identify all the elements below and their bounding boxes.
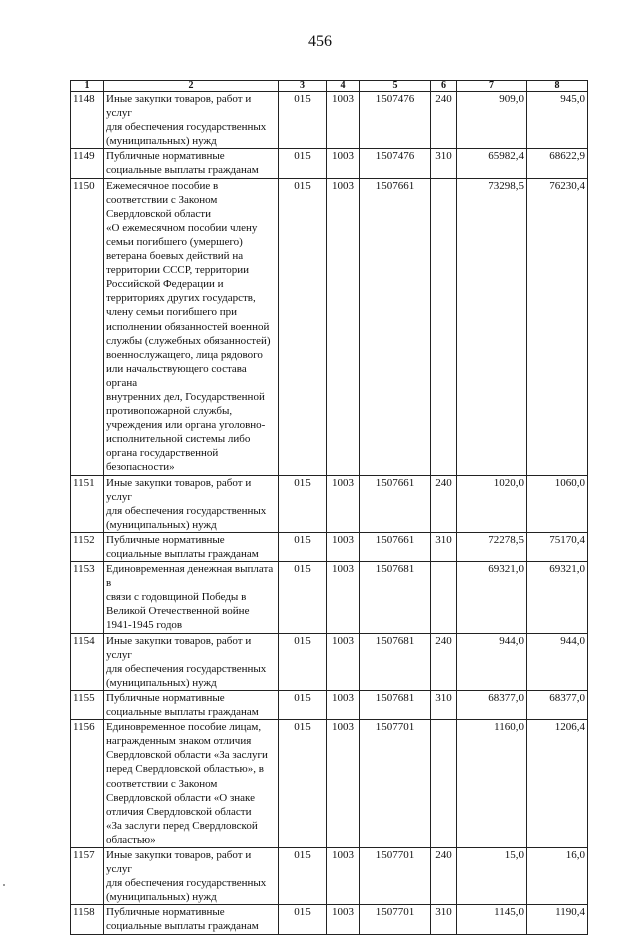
table-row xyxy=(71,905,588,934)
row-amount-7: 909,0 xyxy=(457,92,527,149)
scan-speck xyxy=(3,884,5,886)
row-amount-8: 944,0 xyxy=(527,633,588,690)
row-number: 1158 xyxy=(71,905,104,934)
header-cell: 6 xyxy=(431,81,457,92)
row-code-4: 1003 xyxy=(327,690,360,719)
header-cell: 2 xyxy=(104,81,279,92)
row-name: Публичные нормативные социальные выплаты гражданам xyxy=(104,149,279,178)
header-row xyxy=(71,81,588,92)
budget-table xyxy=(70,80,588,935)
row-code-4: 1003 xyxy=(327,905,360,934)
row-name: Единовременное пособие лицам, награжденным знаком отличия Свердловской области «За заслуги перед Свердловской областью», в соответствии с Законом Свердловской области «О знаке отличия Свердловской области «За заслуги перед Свердловской областью» xyxy=(104,720,279,848)
row-code-3: 015 xyxy=(279,720,327,848)
row-amount-7: 69321,0 xyxy=(457,562,527,633)
row-code-4: 1003 xyxy=(327,532,360,561)
row-number: 1152 xyxy=(71,532,104,561)
row-code-3: 015 xyxy=(279,690,327,719)
header-cell: 8 xyxy=(527,81,588,92)
row-code-4: 1003 xyxy=(327,562,360,633)
row-amount-7: 1020,0 xyxy=(457,475,527,532)
row-amount-7: 944,0 xyxy=(457,633,527,690)
row-code-6: 310 xyxy=(431,532,457,561)
row-name: Ежемесячное пособие в соответствии с Законом Свердловской области «О ежемесячном пособии члену семьи погибшего (умершего) ветерана боевых действий на территории СССР, территории Российской Федерации и территориях других государств, члену семьи погибшего при исполнении обязанностей военной службы (служебных обязанностей) военнослужащего, лица рядового или начальствующего состава органа внутренних дел, Государственной противопожарной службы, учреждения или органа уголовно- исполнительной системы либо органа государственной безопасности» xyxy=(104,178,279,475)
row-code-4: 1003 xyxy=(327,475,360,532)
row-amount-7: 73298,5 xyxy=(457,178,527,475)
row-amount-7: 72278,5 xyxy=(457,532,527,561)
row-number: 1157 xyxy=(71,847,104,904)
row-code-6 xyxy=(431,178,457,475)
row-amount-8: 68622,9 xyxy=(527,149,588,178)
row-amount-7: 65982,4 xyxy=(457,149,527,178)
header-cell: 4 xyxy=(327,81,360,92)
row-code-5: 1507681 xyxy=(360,633,431,690)
row-code-3: 015 xyxy=(279,847,327,904)
row-code-5: 1507701 xyxy=(360,905,431,934)
table-row xyxy=(71,475,588,532)
row-code-6 xyxy=(431,562,457,633)
row-code-4: 1003 xyxy=(327,92,360,149)
row-code-3: 015 xyxy=(279,532,327,561)
row-amount-7: 1160,0 xyxy=(457,720,527,848)
table-row xyxy=(71,562,588,633)
header-cell: 3 xyxy=(279,81,327,92)
row-number: 1149 xyxy=(71,149,104,178)
table-row xyxy=(71,149,588,178)
row-code-6: 240 xyxy=(431,92,457,149)
header-cell: 5 xyxy=(360,81,431,92)
row-amount-8: 1206,4 xyxy=(527,720,588,848)
row-name: Иные закупки товаров, работ и услуг для обеспечения государственных (муниципальных) нужд xyxy=(104,633,279,690)
table-row xyxy=(71,178,588,475)
row-amount-7: 68377,0 xyxy=(457,690,527,719)
row-code-6: 240 xyxy=(431,633,457,690)
row-number: 1151 xyxy=(71,475,104,532)
row-code-5: 1507661 xyxy=(360,178,431,475)
row-amount-8: 945,0 xyxy=(527,92,588,149)
row-name: Иные закупки товаров, работ и услуг для обеспечения государственных (муниципальных) нужд xyxy=(104,92,279,149)
row-code-5: 1507701 xyxy=(360,720,431,848)
row-code-5: 1507681 xyxy=(360,562,431,633)
header-cell: 1 xyxy=(71,81,104,92)
row-number: 1153 xyxy=(71,562,104,633)
row-code-3: 015 xyxy=(279,633,327,690)
row-code-5: 1507476 xyxy=(360,92,431,149)
row-code-4: 1003 xyxy=(327,847,360,904)
row-code-5: 1507661 xyxy=(360,475,431,532)
row-name: Иные закупки товаров, работ и услуг для обеспечения государственных (муниципальных) нужд xyxy=(104,475,279,532)
row-code-6: 310 xyxy=(431,905,457,934)
row-code-6: 310 xyxy=(431,690,457,719)
row-code-3: 015 xyxy=(279,178,327,475)
row-code-3: 015 xyxy=(279,562,327,633)
row-amount-7: 15,0 xyxy=(457,847,527,904)
row-code-6: 310 xyxy=(431,149,457,178)
table-row xyxy=(71,532,588,561)
row-amount-8: 76230,4 xyxy=(527,178,588,475)
row-code-3: 015 xyxy=(279,905,327,934)
row-number: 1155 xyxy=(71,690,104,719)
table-row xyxy=(71,847,588,904)
row-number: 1154 xyxy=(71,633,104,690)
table-row xyxy=(71,92,588,149)
row-code-4: 1003 xyxy=(327,633,360,690)
row-name: Единовременная денежная выплата в связи с годовщиной Победы в Великой Отечественной войне 1941-1945 годов xyxy=(104,562,279,633)
row-code-5: 1507476 xyxy=(360,149,431,178)
row-name: Публичные нормативные социальные выплаты гражданам xyxy=(104,690,279,719)
row-code-4: 1003 xyxy=(327,149,360,178)
row-code-3: 015 xyxy=(279,92,327,149)
table-row xyxy=(71,720,588,848)
page-number: 456 xyxy=(308,33,332,50)
row-amount-8: 68377,0 xyxy=(527,690,588,719)
row-amount-8: 16,0 xyxy=(527,847,588,904)
row-amount-8: 1060,0 xyxy=(527,475,588,532)
table-row xyxy=(71,690,588,719)
row-code-5: 1507701 xyxy=(360,847,431,904)
table-row xyxy=(71,633,588,690)
row-number: 1150 xyxy=(71,178,104,475)
row-amount-7: 1145,0 xyxy=(457,905,527,934)
row-code-3: 015 xyxy=(279,475,327,532)
row-code-3: 015 xyxy=(279,149,327,178)
row-amount-8: 69321,0 xyxy=(527,562,588,633)
row-amount-8: 75170,4 xyxy=(527,532,588,561)
row-number: 1148 xyxy=(71,92,104,149)
row-code-5: 1507681 xyxy=(360,690,431,719)
row-code-5: 1507661 xyxy=(360,532,431,561)
row-code-4: 1003 xyxy=(327,178,360,475)
row-name: Публичные нормативные социальные выплаты гражданам xyxy=(104,532,279,561)
row-code-6: 240 xyxy=(431,475,457,532)
row-number: 1156 xyxy=(71,720,104,848)
header-cell: 7 xyxy=(457,81,527,92)
row-amount-8: 1190,4 xyxy=(527,905,588,934)
row-name: Иные закупки товаров, работ и услуг для обеспечения государственных (муниципальных) нужд xyxy=(104,847,279,904)
row-code-4: 1003 xyxy=(327,720,360,848)
row-code-6 xyxy=(431,720,457,848)
row-code-6: 240 xyxy=(431,847,457,904)
row-name: Публичные нормативные социальные выплаты гражданам xyxy=(104,905,279,934)
